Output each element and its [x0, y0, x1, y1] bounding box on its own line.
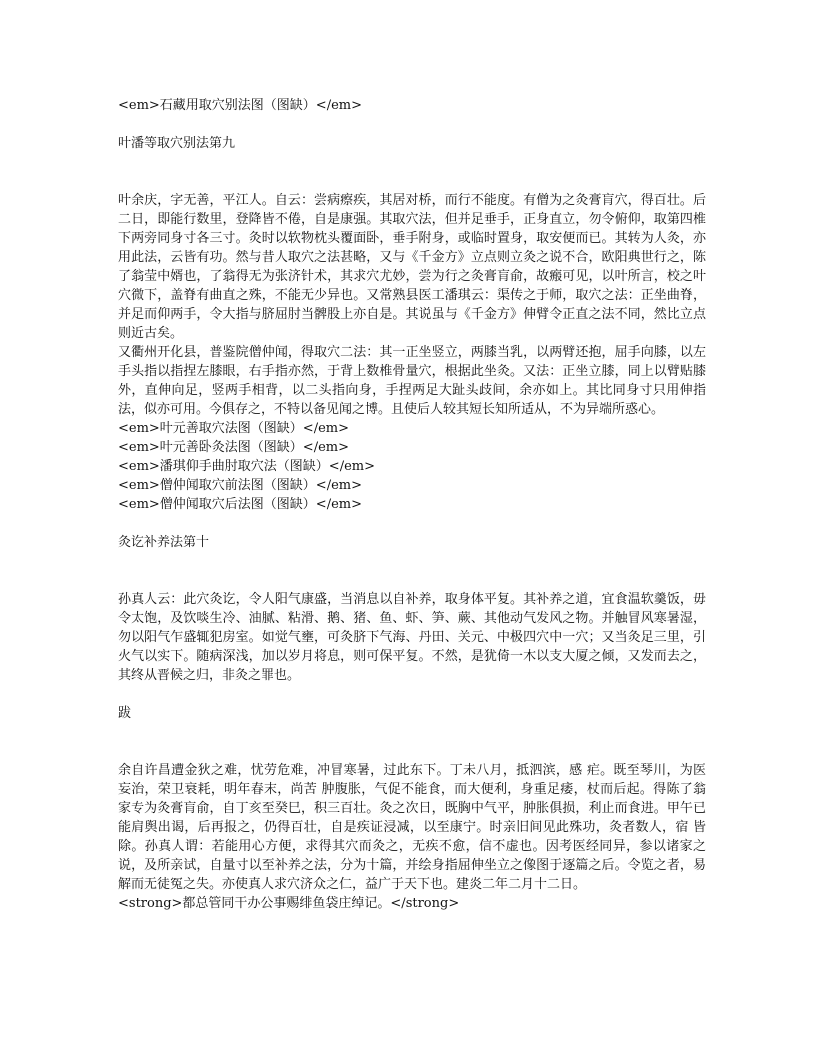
section-10-paragraph: 孙真人云：此穴灸讫，令人阳气康盛，当消息以自补养，取身体平复。其补养之道，宜食温软羹饭，毋令太饱，及饮啖生冷、油腻、粘滑、鹅、猪、鱼、虾、笋、蕨、其他动气发风之物。并触冒风寒暑湿，勿以阳气乍盛辄犯房室。如觉气壅，可灸脐下气海、丹田、关元、中极四穴中一穴；又当灸足三里，引火气以实下。随病深浅，加以岁月将息，则可保平复。不然，是犹倚一木以支大厦之倾，又发而去之，其终从晋候之归，非灸之罪也。 — [118, 592, 706, 683]
figure-caption-top: <em>石藏用取穴别法图（图缺）</em> — [118, 98, 362, 113]
section-10-title: 灸讫补养法第十 — [118, 535, 210, 550]
section-9-paragraph-2: 又衢州开化县，普鉴院僧仲闻，得取穴二法：其一正坐竖立，两膝当乳，以两臂还抱，屈手向膝，以左手头指以指捏左膝眼，右手指亦然，于背上数椎骨量穴，根据此坐灸。又法：正坐立膝，同上以臂贴膝外，直伸向足，竖两手相背，以二头指向身，手捏两足大趾头歧间，余亦如上。其比同身寸只用伸指法，似亦可用。今俱存之，不特以备见闻之博。且使后人较其短长知所适从，不为异端所惑心。 — [118, 345, 706, 417]
postscript-paragraph: 余自许昌遭金狄之难，忧劳危难，冲冒寒暑，过此东下。丁未八月，抵泗滨，感 疟。既至琴川，为医妄治，荣卫衰耗，明年春末，尚苦 肿腹胀，气促不能食，而大便利，身重足痿，杖而后起。得陈了翁家专为灸膏肓俞，自丁亥至癸巳，积三百壮。灸之次日，既胸中气平，肿胀俱损，利止而食进。甲午已能肩舆出谒，后再报之，仍得百壮，自是疾证浸减，以至康宁。时亲旧间见此殊功，灸者数人，宿 皆除。孙真人谓：若能用心方便，求得其穴而灸之，无疾不愈，信不虚也。因考医经同异，参以诸家之说，及所亲试，自量寸以至补养之法，分为十篇，并绘身指屈伸坐立之像图于逐篇之后。令览之者，易解而无徒冤之失。亦使真人求穴济众之仁，益广于天下也。建炎二年二月十二日。 — [118, 763, 706, 892]
figure-caption-seng-qianfa: <em>僧仲闻取穴前法图（图缺）</em> — [118, 478, 362, 493]
figure-caption-seng-houfa: <em>僧仲闻取穴后法图（图缺）</em> — [118, 497, 362, 512]
figure-caption-pan-yangshou: <em>潘琪仰手曲肘取穴法（图缺）</em> — [118, 459, 375, 474]
closing-signature: <strong>都总管同干办公事赐绯鱼袋庄绰记。</strong> — [118, 896, 460, 911]
figure-caption-ye-wojiu: <em>叶元善卧灸法图（图缺）</em> — [118, 440, 349, 455]
section-9-paragraph-1: 叶余庆，字无善，平江人。自云：尝病瘵疾，其居对桥，而行不能度。有僧为之灸膏肓穴，得百壮。后二日，即能行数里，登降皆不倦，自是康强。其取穴法，但并足垂手，正身直立，勿令俯仰，取第四椎下两旁同身寸各三寸。灸时以软物枕头覆面卧，垂手附身，或临时置身，取安便而已。其转为人灸，亦用此法，云皆有功。然与昔人取穴之法甚略，又与《千金方》立点则立灸之说不合，欧阳典世行之，陈了翁莹中婿也，了翁得无为张济针术，其求穴尤妙，尝为行之灸膏肓俞，故瘢可见，以叶所言，校之叶穴微下，盖脊有曲直之殊，不能无少异也。又常熟县医工潘琪云：渠传之于师，取穴之法：正坐曲脊，并足而仰两手，令大指与脐屈肘当髀股上亦自是。其说虽与《千金方》伸臂令正直之法不同，然比立点则近古矣。 — [118, 193, 706, 341]
section-9-title: 叶潘等取穴别法第九 — [118, 136, 236, 151]
document-page — [118, 96, 706, 913]
postscript-title: 跋 — [118, 706, 132, 721]
figure-caption-ye-quxue: <em>叶元善取穴法图（图缺）</em> — [118, 421, 349, 436]
